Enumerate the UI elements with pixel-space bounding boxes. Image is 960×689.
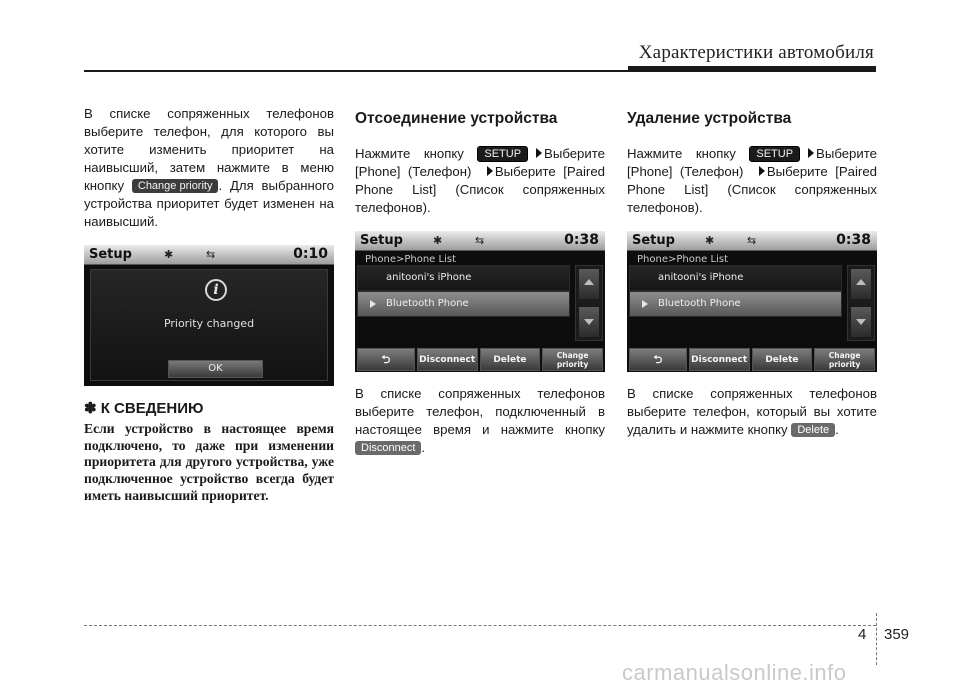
section-heading-disconnect: Отсоединение устройства	[355, 110, 558, 127]
screen-clock: 0:38	[564, 232, 599, 248]
section-heading-delete: Удаление устройства	[627, 110, 792, 127]
note-title: ✽ К СВЕДЕНИЮ	[84, 400, 204, 417]
scrollbar[interactable]	[575, 265, 603, 341]
text-segment: Нажмите кнопку	[627, 146, 736, 161]
breadcrumb: Phone>Phone List	[637, 254, 728, 265]
usb-icon: ⇆	[475, 234, 485, 247]
delete-button[interactable]: Delete	[752, 348, 813, 371]
chapter-number: 4	[858, 626, 867, 643]
after-paragraph	[627, 385, 877, 439]
list-item-selected[interactable]	[629, 291, 842, 317]
setup-button-label: SETUP	[749, 146, 800, 162]
scroll-up-icon[interactable]	[851, 269, 871, 299]
page-number: 359	[884, 626, 910, 643]
back-button[interactable]: ⮌	[357, 348, 415, 371]
screen-status-bar	[84, 245, 334, 265]
footer-dashed-divider	[876, 613, 877, 665]
list-item-selected[interactable]	[357, 291, 570, 317]
text-segment: Нажмите кнопку	[355, 146, 464, 161]
text-segment: Выберите [Phone] (Телефон)	[355, 146, 605, 179]
arrow-right-icon	[536, 148, 542, 158]
button-label-line: Change	[828, 351, 861, 360]
text-segment: Выберите [Paired Phone List] (Список сопряженных телефонов).	[355, 164, 605, 215]
after-paragraph	[355, 385, 605, 457]
play-arrow-icon	[370, 300, 376, 308]
delete-button[interactable]: Delete	[480, 348, 541, 371]
text-segment: В списке сопряженных телефонов выберите телефон, который вы хотите удалить и нажмите кнопку	[627, 386, 877, 437]
screen-clock: 0:10	[293, 246, 328, 262]
text-segment: Выберите [Paired Phone List] (Список сопряженных телефонов).	[627, 164, 877, 215]
screen-status-bar	[355, 231, 605, 251]
scroll-down-icon[interactable]	[579, 307, 599, 337]
usb-icon: ⇆	[206, 248, 216, 261]
screen-button-row	[627, 348, 877, 372]
button-label-line: priority	[556, 360, 589, 369]
header-rule-accent	[628, 66, 876, 72]
back-button[interactable]: ⮌	[629, 348, 687, 371]
button-label-line: Change	[556, 351, 589, 360]
screen-title: Setup	[89, 247, 132, 262]
list-item-label: anitooni's iPhone	[386, 272, 472, 283]
screen-status-bar	[627, 231, 877, 251]
info-icon: i	[205, 279, 227, 301]
text-segment: .	[421, 440, 426, 455]
screen-title: Setup	[632, 233, 675, 248]
arrow-right-icon	[487, 166, 493, 176]
text-segment: Выберите [Phone] (Телефон)	[627, 146, 877, 179]
header-title: Характеристики автомобиля	[638, 42, 874, 63]
button-label-line: priority	[828, 360, 861, 369]
disconnect-button-label: Disconnect	[355, 441, 421, 455]
list-item-label: anitooni's iPhone	[658, 272, 744, 283]
setup-button-label: SETUP	[477, 146, 528, 162]
text-segment: В списке сопряженных телефонов выберите телефон, подключенный в настоящее время и нажмите кнопку	[355, 386, 605, 437]
list-item[interactable]	[357, 265, 570, 291]
instruction-paragraph	[627, 145, 877, 217]
popup-message: Priority changed	[163, 317, 255, 330]
screen-button-row	[355, 348, 605, 372]
priority-changed-screen	[84, 245, 334, 386]
list-item-label: Bluetooth Phone	[386, 298, 469, 309]
column-delete-device	[627, 105, 877, 439]
text-segment: В списке сопряженных телефонов выберите телефон, для которого вы хотите изменить приоритет на наивысший, затем нажмите в меню кнопку	[84, 106, 334, 193]
disconnect-button[interactable]: Disconnect	[417, 348, 478, 371]
list-item-label: Bluetooth Phone	[658, 298, 741, 309]
phone-list-screen	[627, 231, 877, 372]
change-priority-button-label: Change priority	[132, 179, 219, 193]
bluetooth-icon: ✱	[164, 248, 174, 261]
ok-button[interactable]: OK	[168, 360, 263, 378]
text-segment: . Для выбранного устройства приоритет будет изменен на наивысший.	[84, 178, 334, 229]
scroll-down-icon[interactable]	[851, 307, 871, 337]
column-change-priority	[84, 105, 334, 505]
intro-paragraph	[84, 105, 334, 231]
arrow-right-icon	[808, 148, 814, 158]
usb-icon: ⇆	[747, 234, 757, 247]
text-segment: .	[835, 422, 839, 437]
delete-button-label: Delete	[791, 423, 835, 437]
change-priority-button[interactable]	[542, 348, 603, 371]
popup-panel	[90, 269, 328, 381]
screen-clock: 0:38	[836, 232, 871, 248]
bluetooth-icon: ✱	[705, 234, 715, 247]
instruction-paragraph	[355, 145, 605, 217]
note-body: Если устройство в настоящее время подключено, то даже при изменении приоритета для другого устройства, уже подключенное устройство всегда будет иметь наивысший приоритет.	[84, 421, 334, 503]
scroll-up-icon[interactable]	[579, 269, 599, 299]
breadcrumb: Phone>Phone List	[365, 254, 456, 265]
footer-dashed-rule	[84, 625, 876, 626]
change-priority-button[interactable]	[814, 348, 875, 371]
column-disconnect-device	[355, 105, 605, 457]
disconnect-button[interactable]: Disconnect	[689, 348, 750, 371]
play-arrow-icon	[642, 300, 648, 308]
bluetooth-icon: ✱	[433, 234, 443, 247]
watermark: carmanualsonline.info	[622, 660, 847, 685]
phone-list-screen	[355, 231, 605, 372]
arrow-right-icon	[759, 166, 765, 176]
screen-title: Setup	[360, 233, 403, 248]
scrollbar[interactable]	[847, 265, 875, 341]
list-item[interactable]	[629, 265, 842, 291]
